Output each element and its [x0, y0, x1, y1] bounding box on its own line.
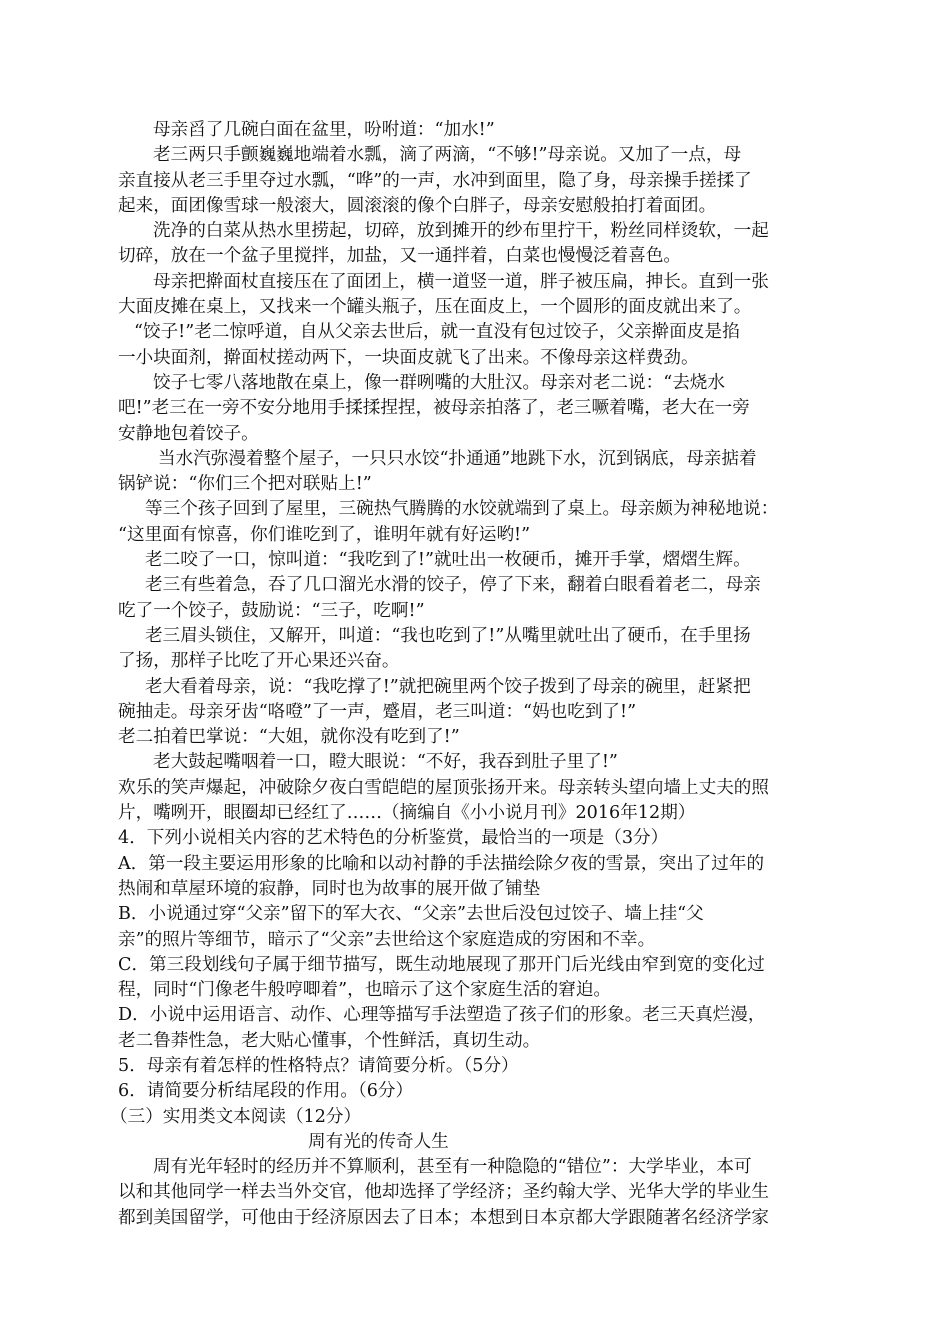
text-line: 洗净的白菜从热水里捞起，切碎，放到摊开的纱布里拧干，粉丝同样烫软，一起	[153, 221, 769, 242]
text-line: 母亲舀了几碗白面在盆里，吩咐道：“加水!”	[153, 120, 495, 140]
text-line: 老三两只手颤巍巍地端着水瓢，滴了两滴，“不够!”母亲说。又加了一点，母	[153, 145, 742, 166]
text-line: 碗抽走。母亲牙齿“咯噔”了一声，蹙眉，老三叫道：“妈也吃到了!”	[118, 701, 637, 722]
option-a-cont: 热闹和草屋环境的寂静，同时也为故事的展开做了铺垫	[118, 878, 541, 899]
text-line: 大面皮摊在桌上，又找来一个罐头瓶子，压在面皮上，一个圆形的面皮就出来了。	[118, 297, 752, 318]
text-line: 吧!”老三在一旁不安分地用手揉揉捏捏，被母亲拍落了，老三噘着嘴，老大在一旁	[118, 398, 750, 419]
document-page	[110, 118, 830, 1231]
text-line: 切碎，放在一个盆子里搅拌，加盐，又一通拌着，白菜也慢慢泛着喜色。	[118, 246, 682, 267]
option-b: B．小说通过穿“父亲”留下的军大衣、“父亲”去世后没包过饺子、墙上挂“父	[118, 904, 704, 925]
text-line: 老二咬了一口，惊叫道：“我吃到了!”就吐出一枚硬币，摊开手掌，熠熠生辉。	[145, 550, 751, 571]
option-c-cont: 程，同时“门像老牛般哼唧着”，也暗示了这个家庭生活的窘迫。	[118, 980, 612, 1001]
text-line: 锅铲说：“你们三个把对联贴上!”	[118, 474, 372, 495]
option-d: D．小说中运用语言、动作、心理等描写手法塑造了孩子们的形象。老三天真烂漫，	[118, 1005, 766, 1026]
text-line: 老二拍着巴掌说：“大姐，就你没有吃到了!”	[118, 727, 460, 748]
text-line: 以和其他同学一样去当外交官，他却选择了学经济；圣约翰大学、光华大学的毕业生	[118, 1182, 769, 1203]
text-line: 都到美国留学，可他由于经济原因去了日本；本想到日本京都大学跟随著名经济学家	[118, 1207, 769, 1228]
text-line: 老大鼓起嘴咽着一口，瞪大眼说：“不好，我吞到肚子里了!”	[153, 752, 618, 773]
option-b-cont: 亲”的照片等细节，暗示了“父亲”去世给这个家庭造成的穷困和不幸。	[118, 929, 656, 950]
text-line: 起来，面团像雪球一般滚大，圆滚滚的像个白胖子，母亲安慰般拍打着面团。	[118, 195, 717, 216]
text-line: 老三有些着急，吞了几口溜光水滑的饺子，停了下来，翻着白眼看着老二，母亲	[145, 575, 761, 596]
text-line: 等三个孩子回到了屋里，三碗热气腾腾的水饺就端到了桌上。母亲颇为神秘地说：	[145, 499, 779, 520]
text-line: 片，嘴咧开，眼圈却已经红了……（摘编自《小小说月刊》2016年12期）	[118, 803, 696, 824]
text-line: 安静地包着饺子。	[118, 423, 259, 444]
question-5: 5．母亲有着怎样的性格特点？请简要分析。（5分）	[118, 1055, 519, 1076]
text-line: 一小块面剂，擀面杖搓动两下，一块面皮就飞了出来。不像母亲这样费劲。	[118, 347, 699, 368]
text-line: 饺子七零八落地散在桌上，像一群咧嘴的大肚汉。母亲对老二说：“去烧水	[153, 372, 725, 393]
question-6: 6．请简要分析结尾段的作用。（6分）	[118, 1081, 414, 1102]
article-title: 周有光的传奇人生	[308, 1131, 449, 1152]
text-line: “饺子!”老二惊呼道，自从父亲去世后，就一直没有包过饺子，父亲擀面皮是掐	[134, 322, 740, 343]
text-line: “这里面有惊喜，你们谁吃到了，谁明年就有好运哟!”	[118, 524, 531, 545]
question-4: 4．下列小说相关内容的艺术特色的分析鉴赏，最恰当的一项是（3分）	[118, 828, 669, 849]
section-heading: （三）实用类文本阅读（12分）	[110, 1106, 362, 1127]
option-d-cont: 老二鲁莽性急，老大贴心懂事，个性鲜活，真切生动。	[118, 1030, 541, 1051]
text-line: 亲直接从老三手里夺过水瓢，“哗”的一声，水冲到面里，隐了身，母亲操手搓揉了	[118, 170, 752, 191]
text-line: 老大看着母亲，说：“我吃撑了!”就把碗里两个饺子拨到了母亲的碗里，赶紧把	[145, 676, 751, 697]
text-line: 周有光年轻时的经历并不算顺利，甚至有一种隐隐的“错位”：大学毕业，本可	[153, 1157, 752, 1178]
text-line: 母亲把擀面杖直接压在了面团上，横一道竖一道，胖子被压扁，抻长。直到一张	[153, 271, 769, 292]
option-a: A．第一段主要运用形象的比喻和以动衬静的手法描绘除夕夜的雪景，突出了过年的	[118, 853, 765, 874]
text-line: 老三眉头锁住，又解开，叫道：“我也吃到了!”从嘴里就吐出了硬币，在手里扬	[145, 625, 751, 646]
option-c: C．第三段划线句子属于细节描写，既生动地展现了那开门后光线由窄到宽的变化过	[118, 954, 765, 975]
text-line: 当水汽弥漫着整个屋子，一只只水饺“扑通通”地跳下水，沉到锅底，母亲掂着	[158, 448, 757, 469]
text-line: 欢乐的笑声爆起，冲破除夕夜白雪皑皑的屋顶张扬开来。母亲转头望向墙上丈夫的照	[118, 777, 769, 798]
text-line: 了扬，那样子比吃了开心果还兴奋。	[118, 651, 400, 672]
text-line: 吃了一个饺子，鼓励说：“三子，吃啊!”	[118, 600, 425, 621]
